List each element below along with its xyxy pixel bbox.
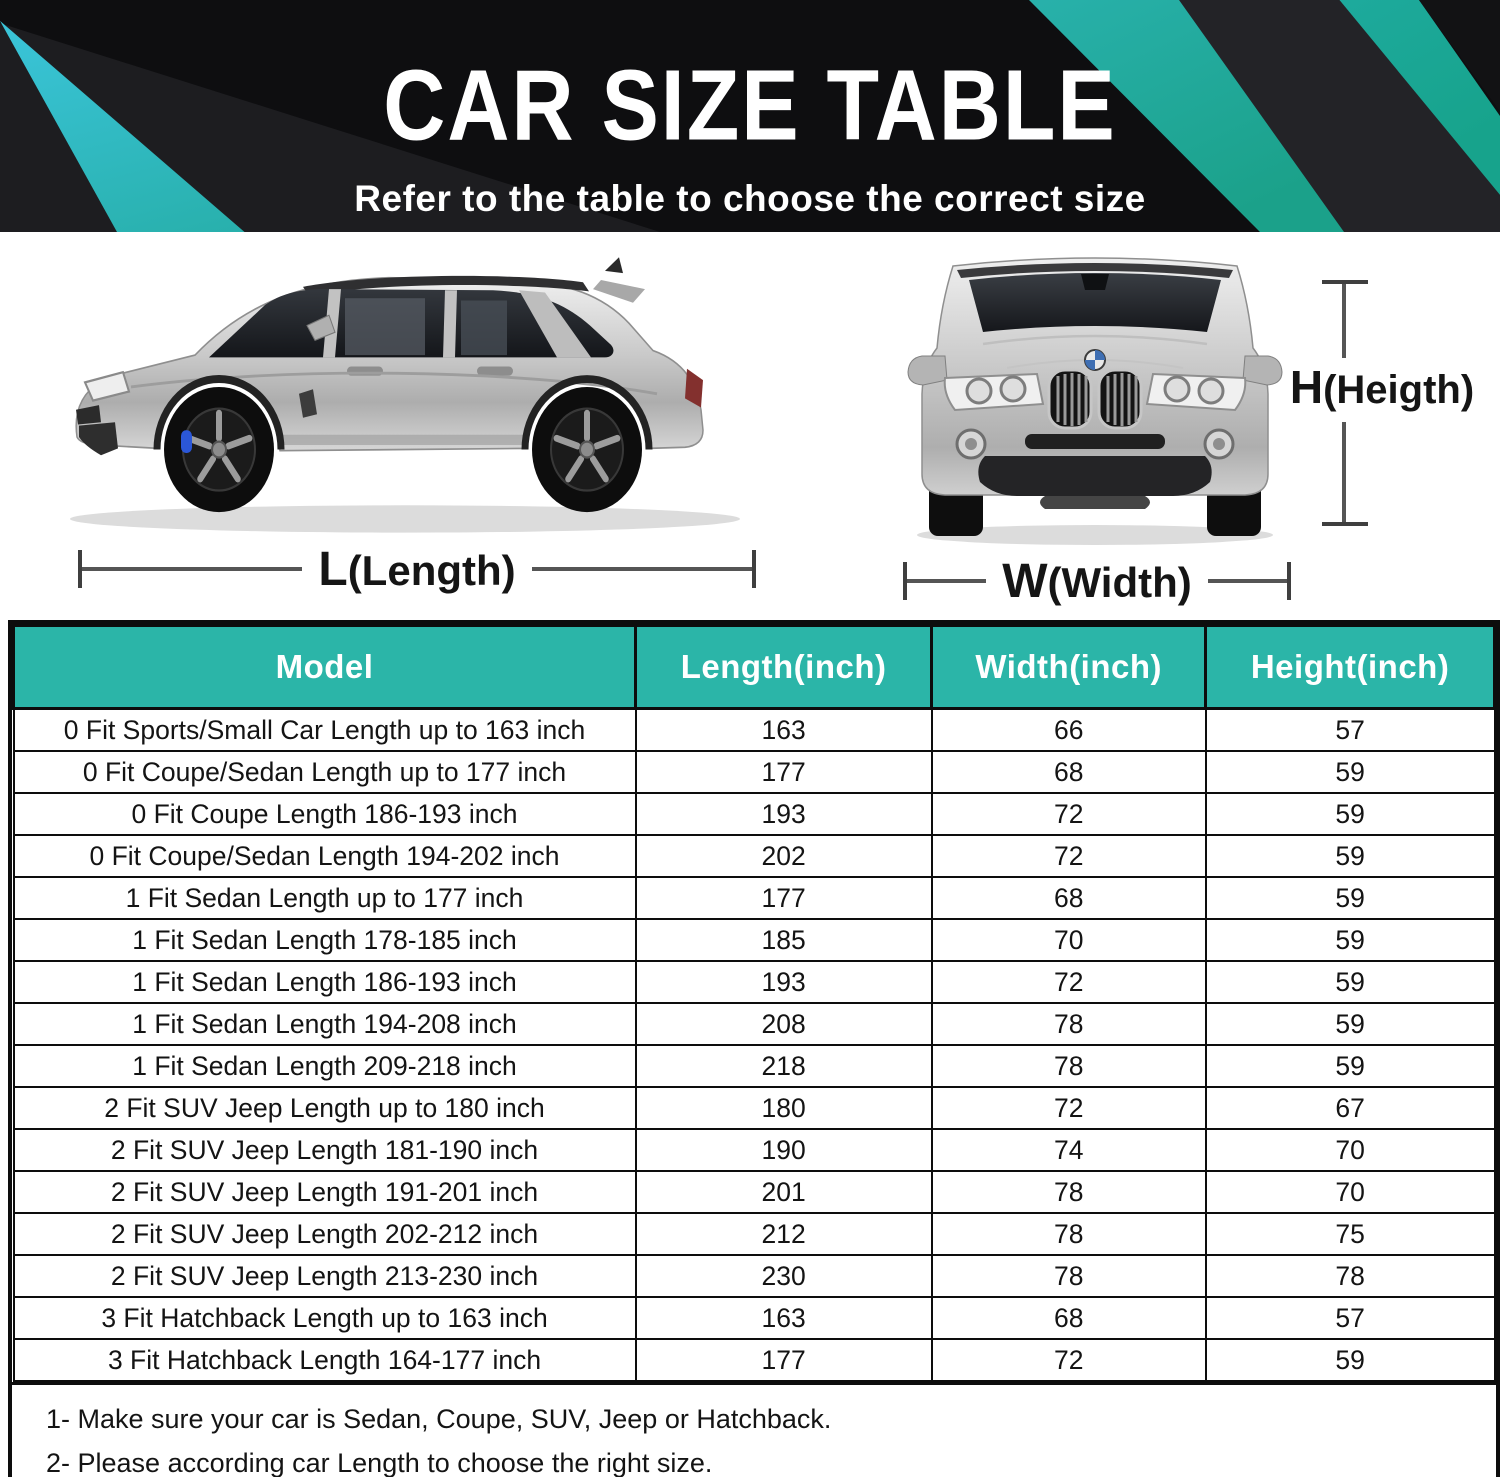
height-cell: 59 (1206, 1339, 1495, 1381)
model-cell: 2 Fit SUV Jeep Length 181-190 inch (14, 1129, 636, 1171)
model-cell: 0 Fit Coupe Length 186-193 inch (14, 793, 636, 835)
length-dimension-label (318, 542, 515, 597)
width-cell: 72 (932, 1087, 1206, 1129)
width-cell: 68 (932, 751, 1206, 793)
height-cell: 59 (1206, 835, 1495, 877)
size-table (12, 624, 1496, 1382)
table-row (14, 1003, 1495, 1045)
height-cell: 59 (1206, 751, 1495, 793)
notes-box (12, 1382, 1496, 1477)
length-cell: 163 (636, 1297, 932, 1339)
model-cell: 1 Fit Sedan Length up to 177 inch (14, 877, 636, 919)
table-row (14, 751, 1495, 793)
height-cell: 70 (1206, 1171, 1495, 1213)
model-cell: 0 Fit Coupe/Sedan Length up to 177 inch (14, 751, 636, 793)
length-cell: 208 (636, 1003, 932, 1045)
model-cell: 0 Fit Sports/Small Car Length up to 163 inch (14, 709, 636, 752)
dimension-line-segment (1208, 579, 1287, 583)
width-cell: 72 (932, 961, 1206, 1003)
length-cell: 177 (636, 1339, 932, 1381)
suv-front-view-image (895, 248, 1295, 548)
page-title: CAR SIZE TABLE (383, 50, 1117, 162)
front-wheel (164, 387, 274, 512)
length-dimension-line (78, 542, 756, 596)
width-cell: 70 (932, 919, 1206, 961)
length-letter: L (318, 542, 348, 596)
table-row (14, 1171, 1495, 1213)
table-row (14, 1087, 1495, 1129)
width-cell: 78 (932, 1003, 1206, 1045)
table-row (14, 919, 1495, 961)
suv-side-view-image (45, 214, 755, 544)
height-cell: 70 (1206, 1129, 1495, 1171)
length-cell: 190 (636, 1129, 932, 1171)
height-cell: 67 (1206, 1087, 1495, 1129)
model-cell: 1 Fit Sedan Length 209-218 inch (14, 1045, 636, 1087)
table-row (14, 835, 1495, 877)
dimension-endcap (1322, 522, 1368, 526)
table-row (14, 1213, 1495, 1255)
table-row (14, 961, 1495, 1003)
height-cell: 78 (1206, 1255, 1495, 1297)
width-cell: 78 (932, 1171, 1206, 1213)
dimension-line-segment (82, 567, 302, 571)
width-cell: 78 (932, 1255, 1206, 1297)
length-cell: 218 (636, 1045, 932, 1087)
length-cell: 193 (636, 961, 932, 1003)
dimension-line-segment (1342, 284, 1346, 358)
model-cell: 1 Fit Sedan Length 186-193 inch (14, 961, 636, 1003)
model-cell: 2 Fit SUV Jeep Length 213-230 inch (14, 1255, 636, 1297)
width-letter: W (1002, 554, 1048, 608)
column-header-width: Width(inch) (932, 626, 1206, 709)
model-cell: 2 Fit SUV Jeep Length up to 180 inch (14, 1087, 636, 1129)
height-dimension-line (1272, 280, 1492, 530)
model-cell: 1 Fit Sedan Length 194-208 inch (14, 1003, 636, 1045)
table-row (14, 1255, 1495, 1297)
length-cell: 185 (636, 919, 932, 961)
width-cell: 74 (932, 1129, 1206, 1171)
width-cell: 72 (932, 793, 1206, 835)
dimension-line-segment (907, 579, 986, 583)
dimension-endcap (752, 550, 756, 588)
dimension-line-segment (1342, 422, 1346, 522)
height-cell: 59 (1206, 1045, 1495, 1087)
height-cell: 59 (1206, 793, 1495, 835)
dimension-line-segment (532, 567, 752, 571)
length-cell: 230 (636, 1255, 932, 1297)
width-cell: 78 (932, 1045, 1206, 1087)
height-cell: 59 (1206, 919, 1495, 961)
height-cell: 57 (1206, 709, 1495, 752)
width-cell: 68 (932, 1297, 1206, 1339)
length-cell: 177 (636, 751, 932, 793)
model-cell: 2 Fit SUV Jeep Length 202-212 inch (14, 1213, 636, 1255)
table-row (14, 1129, 1495, 1171)
length-cell: 163 (636, 709, 932, 752)
page-subtitle: Refer to the table to choose the correct size (354, 178, 1146, 219)
model-cell: 1 Fit Sedan Length 178-185 inch (14, 919, 636, 961)
note-line-2: 2- Please according car Length to choose the right size. (46, 1448, 713, 1477)
table-row (14, 877, 1495, 919)
height-dimension-label (1272, 360, 1492, 414)
height-cell: 59 (1206, 961, 1495, 1003)
table-row (14, 1045, 1495, 1087)
height-cell: 75 (1206, 1213, 1495, 1255)
height-paren: (Heigth) (1323, 368, 1475, 412)
length-cell: 202 (636, 835, 932, 877)
width-cell: 66 (932, 709, 1206, 752)
height-cell: 57 (1206, 1297, 1495, 1339)
width-dimension-label (1002, 554, 1192, 609)
width-cell: 68 (932, 877, 1206, 919)
size-table-container (8, 620, 1500, 1477)
width-cell: 72 (932, 1339, 1206, 1381)
table-row (14, 1297, 1495, 1339)
length-paren: (Length) (347, 546, 516, 594)
length-cell: 193 (636, 793, 932, 835)
size-table-body (14, 709, 1495, 1382)
column-header-length: Length(inch) (636, 626, 932, 709)
dimension-diagram (0, 232, 1500, 622)
length-cell: 180 (636, 1087, 932, 1129)
width-cell: 78 (932, 1213, 1206, 1255)
size-table-header-row (14, 626, 1495, 709)
dimension-endcap (1287, 562, 1291, 600)
length-cell: 212 (636, 1213, 932, 1255)
width-paren: (Width) (1047, 558, 1192, 606)
table-row (14, 709, 1495, 752)
table-row (14, 1339, 1495, 1381)
column-header-height: Height(inch) (1206, 626, 1495, 709)
height-cell: 59 (1206, 877, 1495, 919)
model-cell: 3 Fit Hatchback Length up to 163 inch (14, 1297, 636, 1339)
table-row (14, 793, 1495, 835)
width-cell: 72 (932, 835, 1206, 877)
height-letter: H (1289, 361, 1324, 413)
width-dimension-line (903, 554, 1291, 608)
column-header-model: Model (14, 626, 636, 709)
note-line-1: 1- Make sure your car is Sedan, Coupe, SUV, Jeep or Hatchback. (46, 1404, 832, 1434)
banner (0, 0, 1500, 232)
rear-wheel (532, 387, 642, 512)
length-cell: 177 (636, 877, 932, 919)
model-cell: 2 Fit SUV Jeep Length 191-201 inch (14, 1171, 636, 1213)
length-cell: 201 (636, 1171, 932, 1213)
height-cell: 59 (1206, 1003, 1495, 1045)
model-cell: 0 Fit Coupe/Sedan Length 194-202 inch (14, 835, 636, 877)
model-cell: 3 Fit Hatchback Length 164-177 inch (14, 1339, 636, 1381)
